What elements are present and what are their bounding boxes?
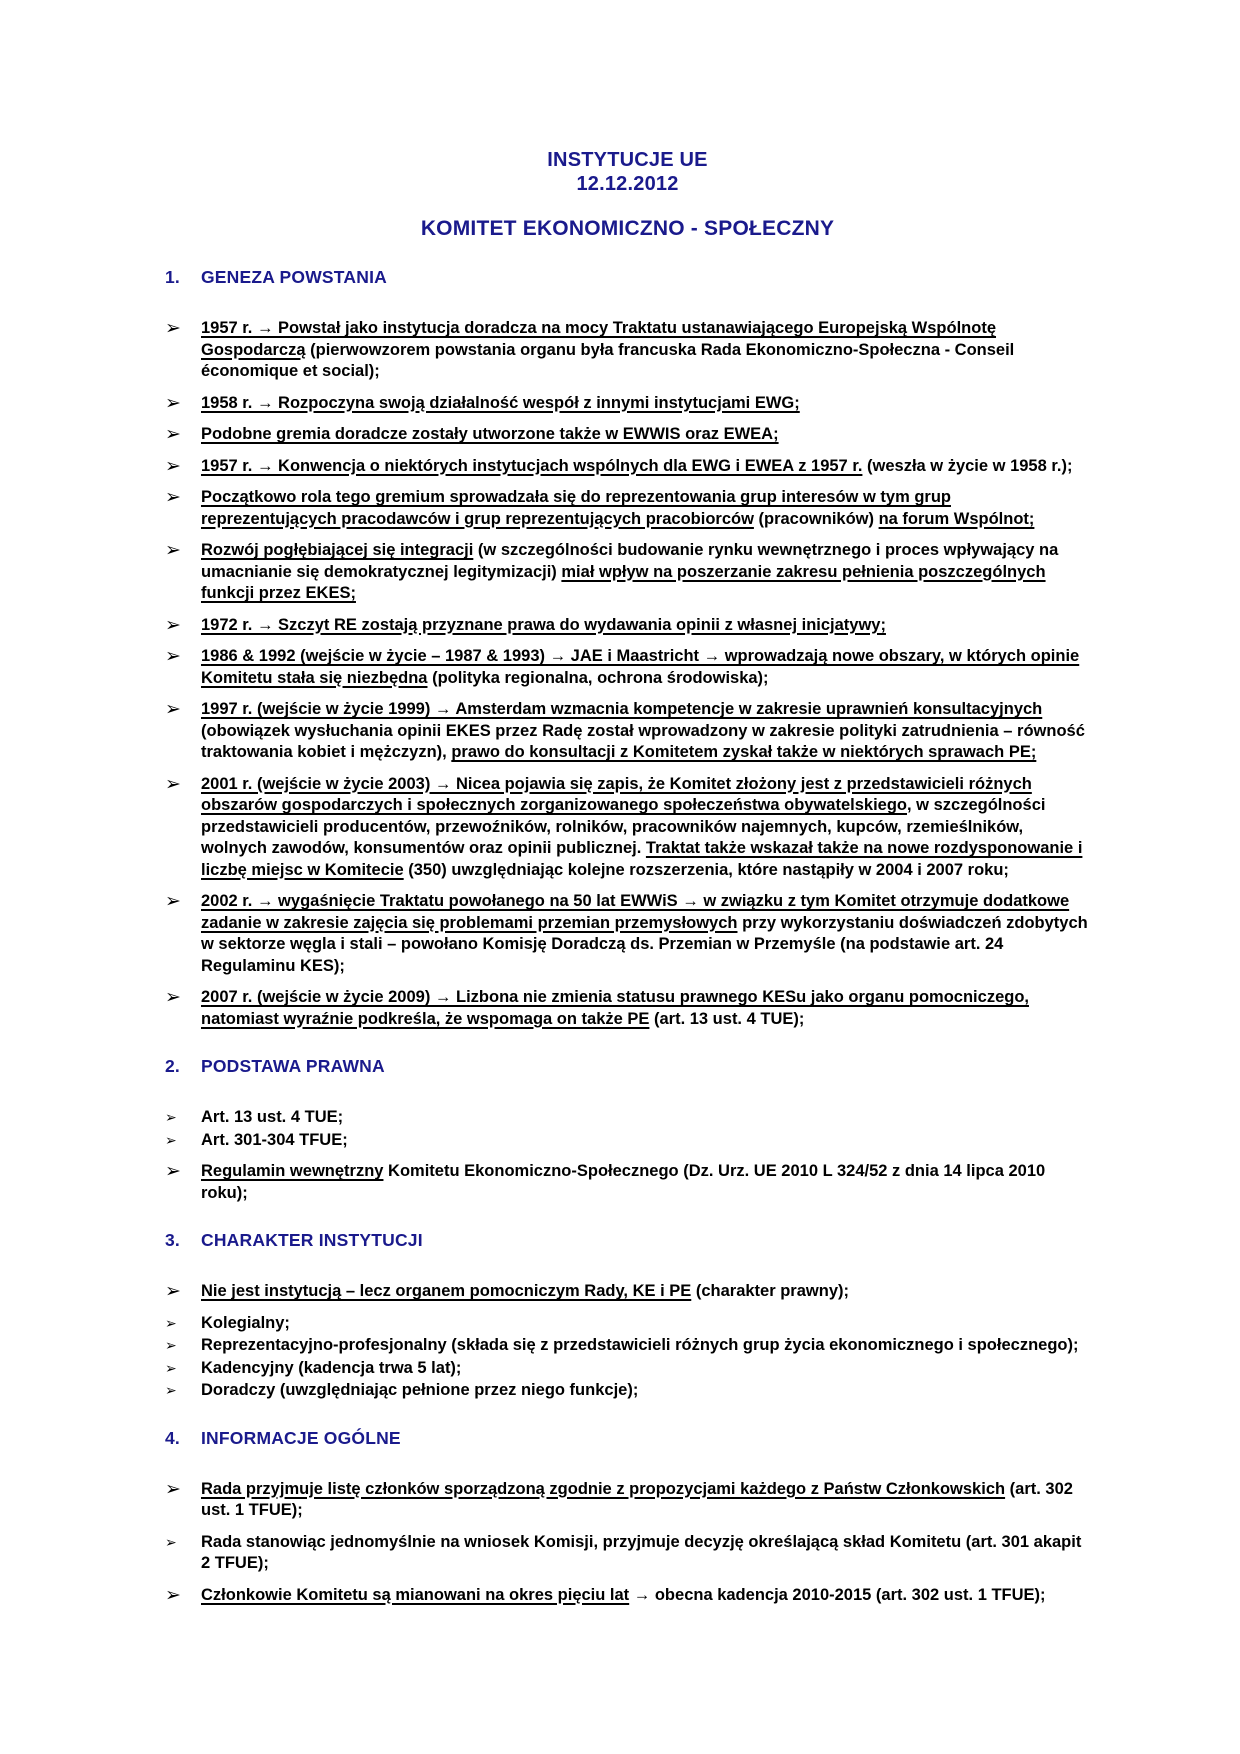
arrow-bullet-icon: ➢ <box>165 487 181 508</box>
underlined-text-run: Regulamin wewnętrzny <box>201 1162 384 1180</box>
bullet-text <box>201 774 1090 882</box>
section-heading <box>165 1428 1090 1449</box>
bullet-item <box>165 1358 1090 1380</box>
bullet-item <box>165 891 1090 977</box>
bullet-list <box>165 1281 1090 1402</box>
bullet-item <box>165 1335 1090 1357</box>
text-run: (charakter prawny); <box>691 1282 849 1300</box>
section-title: PODSTAWA PRAWNA <box>201 1056 385 1076</box>
arrow-bullet-icon: ➢ <box>165 1359 177 1376</box>
bullet-list <box>165 1107 1090 1204</box>
arrow-bullet-icon: ➢ <box>165 1382 177 1398</box>
arrow-bullet-icon: ➢ <box>165 1161 181 1182</box>
text-run: Art. 13 ust. 4 TUE; <box>201 1108 344 1126</box>
section-number: 3. <box>165 1230 180 1250</box>
bullet-text <box>201 1281 1090 1303</box>
bullet-item <box>165 1281 1090 1303</box>
arrow-bullet-icon: ➢ <box>165 1281 181 1302</box>
text-run: Kolegialny; <box>201 1313 290 1332</box>
text-run: → obecna kadencja 2010-2015 (art. 302 ust. 1 TFUE); <box>629 1585 1046 1604</box>
text-run: (art. 13 ust. 4 TUE); <box>649 1009 805 1028</box>
arrow-bullet-icon: ➢ <box>165 987 181 1008</box>
arrow-bullet-icon: ➢ <box>165 392 181 414</box>
section-number: 4. <box>165 1427 180 1448</box>
text-run: Komitetu Ekonomiczno-Społecznego (Dz. Urz. UE 2010 L 324/52 z dnia 14 lipca 2010 roku); <box>201 1162 1046 1202</box>
bullet-text <box>201 487 1090 530</box>
arrow-bullet-icon: ➢ <box>165 1314 177 1331</box>
bullet-text <box>201 540 1090 605</box>
underlined-text-run: 1958 r. → Rozpoczyna swoją działalność wespół z innymi instytucjami EWG; <box>201 393 800 412</box>
arrow-bullet-icon: ➢ <box>165 699 181 720</box>
bullet-item <box>165 1585 1090 1607</box>
text-run: przy wykorzystaniu doświadczeń zdobytych w sektorze węgla i stali – powołano Komisję Doradczą ds. Przemian w Przemyśle (na podstawie art. 24 Regulaminu KES); <box>201 913 1088 975</box>
bullet-item <box>165 487 1090 530</box>
bullet-text <box>201 891 1090 977</box>
arrow-bullet-icon: ➢ <box>165 614 181 636</box>
section <box>165 1056 1090 1204</box>
bullet-list <box>165 318 1090 1030</box>
underlined-text-run: Rada przyjmuje listę członków sporządzoną zgodnie z propozycjami każdego z Państw Członkowskich <box>201 1479 1006 1498</box>
bullet-item <box>165 1380 1090 1402</box>
bullet-text <box>201 987 1090 1030</box>
underlined-text-run: 2007 r. (wejście w życie 2009) → Lizbona nie zmienia statusu prawnego KESu jako organu pomocniczego, natomiast wyraźnie podkreśla, że wspomaga on także PE <box>201 988 1029 1028</box>
bullet-item <box>165 318 1090 383</box>
bullet-text <box>201 646 1090 689</box>
bullet-item <box>165 699 1090 764</box>
underlined-text-run: 2001 r. (wejście w życie 2003) → Nicea pojawia się zapis, że Komitet złożony jest z przedstawicieli różnych obszarów gospodarczych i społecznych zorganizowanego społeczeństwa obywatelskiego <box>201 774 1032 814</box>
bullet-text <box>201 424 1090 446</box>
bullet-item <box>165 1107 1090 1129</box>
bullet-text <box>201 1335 1090 1357</box>
text-run: Kadencyjny (kadencja trwa 5 lat); <box>201 1358 462 1377</box>
bullet-text <box>201 1358 1090 1380</box>
underlined-text-run: Nie jest instytucją – lecz organem pomocniczym Rady, KE i PE <box>201 1282 692 1300</box>
text-run: Reprezentacyjno-profesjonalny (składa się z przedstawicieli różnych grup życia ekonomicznego i społecznego); <box>201 1336 1079 1354</box>
section-title: GENEZA POWSTANIA <box>201 267 387 287</box>
bullet-text <box>201 615 1090 637</box>
arrow-bullet-icon: ➢ <box>165 1337 177 1353</box>
underlined-text-run: Członkowie Komitetu są mianowani na okres pięciu lat <box>201 1585 630 1604</box>
bullet-item <box>165 1479 1090 1522</box>
underlined-text-run: 1957 r. → Powstał jako instytucja doradcza na mocy Traktatu ustanawiającego Europejską Wspólnotę Gospodarczą <box>201 319 997 359</box>
text-run: (obowiązek wysłuchania opinii EKES przez Radę został wprowadzony w zakresie polityki zatrudnienia – równość traktowania kobiet i mężczyzn), <box>201 721 1085 761</box>
bullet-item <box>165 1130 1090 1152</box>
text-run: (350) uwzględniając kolejne rozszerzenia, które nastąpiły w 2004 i 2007 roku; <box>403 860 1009 879</box>
underlined-text-run: 2002 r. → wygaśnięcie Traktatu powołanego na 50 lat EWWiS → w związku z tym Komitet otrzymuje dodatkowe zadanie w zakresie zajęcia się problemami przemian przemysłowych <box>201 892 1070 932</box>
arrow-bullet-icon: ➢ <box>165 891 181 912</box>
bullet-text <box>201 1479 1090 1522</box>
bullet-text <box>201 1585 1090 1607</box>
bullet-item <box>165 646 1090 689</box>
arrow-bullet-icon: ➢ <box>165 318 181 339</box>
bullet-item <box>165 456 1090 478</box>
underlined-text-run: Rozwój pogłębiającej się integracji <box>201 541 474 559</box>
text-run: (pracowników) <box>753 509 879 528</box>
text-run: (art. 302 ust. 1 TFUE); <box>201 1479 1073 1519</box>
arrow-bullet-icon: ➢ <box>165 1533 177 1550</box>
underlined-text-run: 1997 r. (wejście w życie 1999) → Amsterdam wzmacnia kompetencje w zakresie uprawnień konsultacyjnych <box>201 700 1043 718</box>
bullet-text <box>201 1380 1090 1402</box>
bullet-item <box>165 1532 1090 1575</box>
text-run: (pierwowzorem powstania organu była francuska Rada Ekonomiczno-Społeczna - Conseil économique et social); <box>201 340 1015 380</box>
bullet-text <box>201 1130 1090 1152</box>
bullet-list <box>165 1479 1090 1607</box>
bullet-text <box>201 1532 1090 1575</box>
text-run: Doradczy (uwzględniając pełnione przez niego funkcje); <box>201 1381 639 1399</box>
underlined-text-run: prawo do konsultacji z Komitetem zyskał także w niektórych sprawach PE; <box>451 743 1037 761</box>
arrow-bullet-icon: ➢ <box>165 1109 177 1125</box>
underlined-text-run: Początkowo rola tego gremium sprowadzała się do reprezentowania grup interesów w tym grup reprezentujących pracodawców i grup reprezentujących pracobiorców <box>201 488 951 528</box>
text-run: , w szczególności przedstawicieli producentów, przewoźników, rolników, pracowników najemnych, kupców, rzemieślników, wolnych zawodów, konsumentów oraz opinii publicznej. <box>201 796 1046 857</box>
arrow-bullet-icon: ➢ <box>165 424 181 445</box>
text-run: (weszła w życie w 1958 r.); <box>862 456 1073 475</box>
section-heading <box>165 1230 1090 1251</box>
arrow-bullet-icon: ➢ <box>165 1584 181 1606</box>
text-run: Art. 301-304 TFUE; <box>201 1130 348 1149</box>
underlined-text-run: Traktat także wskazał także na nowe rozdysponowanie i liczbę miejsc w Komitecie <box>201 839 1083 879</box>
section <box>165 1428 1090 1607</box>
text-run: (polityka regionalna, ochrona środowiska); <box>427 668 769 687</box>
arrow-bullet-icon: ➢ <box>165 540 181 561</box>
arrow-bullet-icon: ➢ <box>165 455 181 477</box>
document-title: INSTYTUCJE UE <box>547 149 708 171</box>
text-run: Rada stanowiąc jednomyślnie na wniosek Komisji, przyjmuje decyzję określającą skład Komitetu (art. 301 akapit 2 TFUE); <box>201 1532 1082 1572</box>
bullet-text <box>201 456 1090 478</box>
section-number: 2. <box>165 1056 180 1076</box>
bullet-text <box>201 699 1090 764</box>
underlined-text-run: 1972 r. → Szczyt RE zostają przyznane prawa do wydawania opinii z własnej inicjatywy; <box>201 615 886 634</box>
bullet-item <box>165 774 1090 882</box>
bullet-item <box>165 540 1090 605</box>
underlined-text-run: 1986 & 1992 (wejście w życie – 1987 & 1993) → JAE i Maastricht → wprowadzają nowe obszary, w których opinie Komitetu stała się niezbędna <box>201 647 1080 687</box>
arrow-bullet-icon: ➢ <box>165 773 181 795</box>
arrow-bullet-icon: ➢ <box>165 1131 177 1148</box>
bullet-text <box>201 1161 1090 1204</box>
document-sections <box>165 267 1090 1606</box>
underlined-text-run: Podobne gremia doradcze zostały utworzone także w EWWIS oraz EWEA; <box>201 425 779 443</box>
bullet-item <box>165 424 1090 446</box>
bullet-item <box>165 615 1090 637</box>
bullet-text <box>201 1313 1090 1335</box>
arrow-bullet-icon: ➢ <box>165 646 181 667</box>
section-number: 1. <box>165 267 180 287</box>
underlined-text-run: miał wpływ na poszerzanie zakresu pełnienia poszczególnych funkcji przez EKES; <box>201 562 1046 602</box>
section-title: CHARAKTER INSTYTUCJI <box>201 1230 423 1250</box>
arrow-bullet-icon: ➢ <box>165 1478 181 1500</box>
bullet-item <box>165 393 1090 415</box>
section <box>165 267 1090 1030</box>
section <box>165 1230 1090 1402</box>
underlined-text-run: na forum Wspólnot; <box>878 509 1035 528</box>
section-heading <box>165 1056 1090 1077</box>
document-subtitle: KOMITET EKONOMICZNO - SPOŁECZNY <box>420 217 835 240</box>
bullet-item <box>165 1161 1090 1204</box>
bullet-text <box>201 318 1090 383</box>
bullet-item <box>165 1313 1090 1335</box>
document-date: 12.12.2012 <box>576 173 679 195</box>
underlined-text-run: 1957 r. → Konwencja o niektórych instytucjach wspólnych dla EWG i EWEA z 1957 r. <box>201 456 863 475</box>
text-run: (w szczególności budowanie rynku wewnętrznego i proces wpływający na umacnianie się demokratycznej legitymizacji) <box>201 541 1059 581</box>
section-heading <box>165 267 1090 288</box>
bullet-text <box>201 393 1090 415</box>
bullet-item <box>165 987 1090 1030</box>
bullet-text <box>201 1107 1090 1129</box>
section-title: INFORMACJE OGÓLNE <box>201 1427 401 1448</box>
document-header <box>165 148 1090 241</box>
